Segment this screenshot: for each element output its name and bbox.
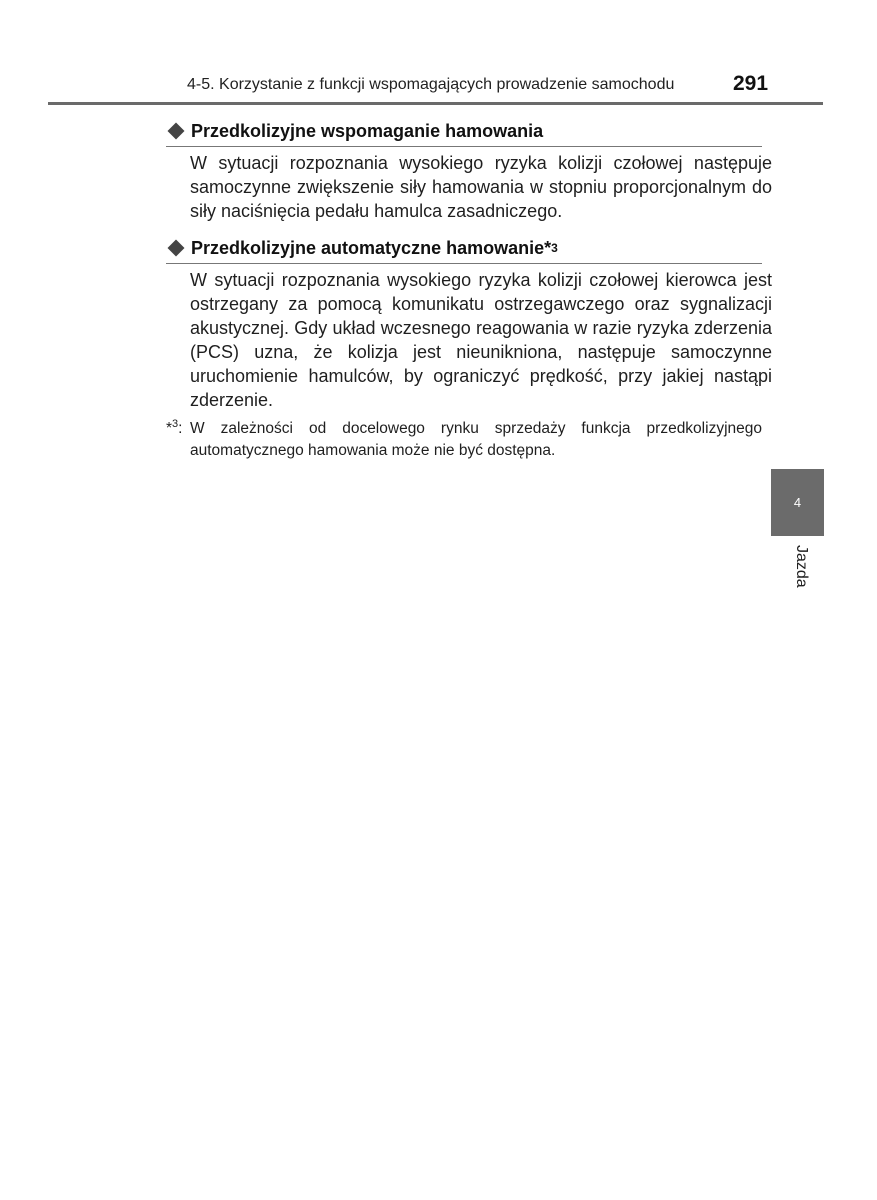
footnote-marker-superscript: 3 (172, 417, 179, 430)
section-divider (166, 263, 762, 264)
section-body: W sytuacji rozpoznania wysokiego ryzyka kolizji czołowej kierowca jest ostrzegany za pomocą komunikatu ostrzegawczego oraz sygnalizacji akustycznej. Gdy układ wczesnego reagowania w razie ryzyka zderzenia (PCS) uzna, że kolizja jest nieunikniona, następuje samoczynne uruchomienie hamulców, by ograniczyć prędkość, przy jakiej nastąpi zderzenie. (190, 270, 772, 410)
section-body: W sytuacji rozpoznania wysokiego ryzyka kolizji czołowej następuje samoczynne zwiększenie siły hamowania w stopniu proporcjonalnym do siły naciśnięcia pedału hamulca zasadniczego. (190, 153, 772, 221)
chapter-tab (771, 469, 824, 536)
footnote-asterisk: * (166, 420, 173, 437)
footnote-marker (166, 418, 190, 462)
section-heading-text: Przedkolizyjne automatyczne hamowanie* (191, 237, 552, 258)
header-divider (48, 102, 823, 105)
section-heading: Przedkolizyjne automatyczne hamowanie* 3 (166, 235, 776, 261)
section-heading (166, 118, 776, 144)
page-number: 291 (733, 72, 769, 95)
footnote-text: W zależności od docelowego rynku sprzedaży funkcja przedkolizyjnego automatycznego hamowania może nie być dostępna. (190, 420, 762, 459)
header-title: 4-5. Korzystanie z funkcji wspomagających prowadzenie samochodu (187, 76, 675, 93)
section-heading-text: Przedkolizyjne wspomaganie hamowania (191, 120, 544, 141)
section-divider (166, 146, 762, 147)
footnote (166, 418, 766, 462)
footnote-marker-colon: : (178, 420, 183, 437)
diamond-bullet-icon (168, 240, 185, 257)
chapter-number: 4 (793, 495, 802, 510)
section-brake-assist (166, 118, 776, 223)
section-auto-braking (166, 235, 776, 412)
diamond-bullet-icon (168, 123, 185, 140)
chapter-label: Jazda (793, 545, 810, 588)
